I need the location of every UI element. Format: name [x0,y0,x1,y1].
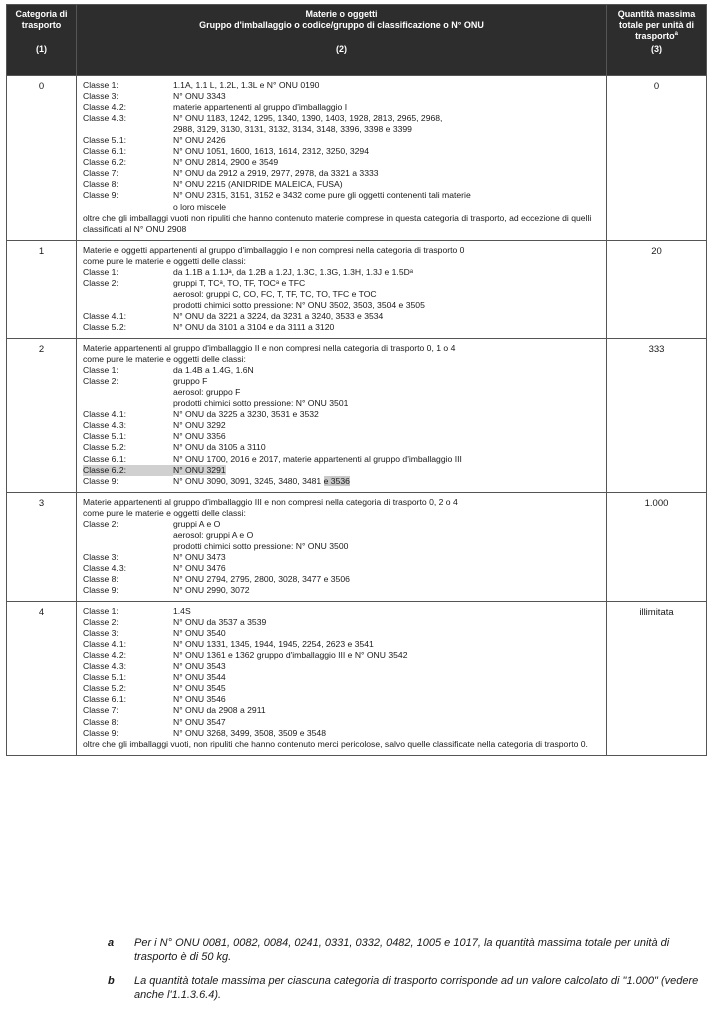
class-value-text: aerosol: gruppo F [173,387,241,398]
class-value-text: N° ONU 3544 [173,672,226,683]
class-label [83,289,173,300]
class-label: Classe 5.2: [83,683,126,694]
class-value-text: N° ONU 3268, 3499, 3508, 3509 e 3548 [173,727,326,738]
class-label [83,202,173,213]
class-value-text: da 1.4B a 1.4G, 1.6N [173,365,254,376]
class-value-text: N° ONU da 3221 a 3224, da 3231 a 3240, 3533 e 3534 [173,310,384,321]
class-label: Classe 7: [83,168,119,179]
class-label: Classe 4.3: [83,113,126,124]
class-value [173,409,602,420]
class-value [173,541,602,552]
class-value [173,91,602,102]
tail-note: oltre che gli imballaggi vuoti non ripuliti che hanno contenuto materie comprese in questa categoria di trasporto, ad eccezione di quelli classificati al N° ONU 2908 [83,212,592,234]
header-quantity-title: Quantità massima totale per unità di trasporto [617,9,696,41]
class-label: Classe 6.2: [83,465,173,476]
class-value [173,420,602,431]
class-label: Classe 3: [83,628,119,639]
class-value [173,563,602,574]
class-line [83,146,602,157]
table-row [7,602,707,756]
class-line [83,289,602,300]
class-label: Classe 7: [83,705,119,716]
header-category [7,5,77,76]
class-value [173,102,602,113]
footnote-b [108,974,704,1002]
class-label [83,398,173,409]
class-line [83,530,602,541]
class-value-text: N° ONU 1051, 1600, 1613, 1614, 2312, 3250, 3294 [173,146,369,157]
class-line [83,672,602,683]
class-line [83,113,602,124]
table-body [7,76,707,756]
header-quantity-num: (3) [651,44,662,54]
class-value [173,157,602,168]
class-label: Classe 8: [83,179,119,190]
class-line [83,628,602,639]
class-label: Classe 9: [83,585,119,596]
class-value-text: aerosol: gruppi A e O [173,529,254,540]
class-label: Classe 4.1: [83,409,126,420]
footnote-key: b [108,975,115,987]
class-value-text: N° ONU da 3105 a 3110 [173,442,266,453]
class-value [173,365,602,376]
header-materials-num: (2) [336,44,347,54]
class-value-text: N° ONU 2315, 3151, 3152 e 3432 come pure gli oggetti contenenti tali materie [173,190,471,201]
class-value-text: N° ONU 3292 [173,420,226,431]
class-line [83,202,602,213]
class-label: Classe 2: [83,277,119,288]
class-value [173,300,602,311]
class-value-text: prodotti chimici sotto pressione: N° ONU 3502, 3503, 3504 e 3505 [173,299,425,310]
class-value-text: N° ONU da 3101 a 3104 e da 3111 a 3120 [173,321,335,332]
class-label: Classe 6.1: [83,453,126,464]
class-label: Classe 6.1: [83,146,126,157]
class-value [173,311,602,322]
class-value [173,179,602,190]
materials-cell [77,492,607,601]
class-value-text: N° ONU 3343 [173,91,226,102]
class-line [83,683,602,694]
class-value [173,672,602,683]
class-value [173,135,602,146]
class-value-text: da 1.1B a 1.1Jᵃ, da 1.2B a 1.2J, 1.3C, 1.3G, 1.3H, 1.3J e 1.5Dᵃ [173,266,414,277]
class-value-text: N° ONU 3547 [173,716,226,727]
class-line [83,585,602,596]
class-line [83,409,602,420]
header-category-title: Categoria di trasporto [15,9,68,30]
quantity-cell: illimitata [607,602,707,756]
class-value [173,289,602,300]
class-line [83,728,602,739]
class-value [173,465,602,476]
table-row [7,240,707,338]
highlighted-text: e 3536 [323,475,350,486]
header-quantity-sup: a [674,31,678,37]
class-label: Classe 1: [83,266,119,277]
class-value [173,431,602,442]
class-label: Classe 6.2: [83,157,126,168]
class-value [173,661,602,672]
class-value-text: N° ONU 2215 (ANIDRIDE MALEICA, FUSA) [173,179,343,190]
class-value-text: 1.4S [173,606,191,617]
class-label: Classe 5.1: [83,672,126,683]
class-label: Classe 4.3: [83,420,126,431]
class-line [83,574,602,585]
class-line [83,168,602,179]
class-value-text: N° ONU 3540 [173,628,226,639]
class-line [83,91,602,102]
header-materials-title: Materie o oggetti [305,9,378,19]
class-value [173,694,602,705]
class-label: Classe 1: [83,80,119,90]
class-label: Classe 2: [83,376,119,387]
class-label: Classe 4.1: [83,639,126,650]
class-line [83,376,602,387]
class-value [173,628,602,639]
footnotes [108,936,704,1012]
class-value-text: materie appartenenti al gruppo d'imballaggio I [173,102,348,113]
class-value [173,617,602,628]
class-value-text: N° ONU 1361 e 1362 gruppo d'imballaggio III e N° ONU 3542 [173,650,408,661]
category-cell: 4 [7,602,77,756]
class-label [83,387,173,398]
class-line [83,322,602,333]
class-value [173,530,602,541]
class-line [83,705,602,716]
intro-line: Materie appartenenti al gruppo d'imballaggio III e non compresi nella categoria di trasporto 0, 2 o 4 [83,496,458,507]
class-value-text: N° ONU 3473 [173,551,226,562]
footnote-a [108,936,704,964]
footnote-text: Per i N° ONU 0081, 0082, 0084, 0241, 0331, 0332, 0482, 1005 e 1017, la quantità massima totale per unità di trasporto è di 50 kg. [134,937,670,963]
class-value [173,639,602,650]
header-quantity [607,5,707,76]
class-value-text: N° ONU 2814, 2900 e 3549 [173,157,279,168]
class-line [83,541,602,552]
class-label: Classe 4.3: [83,562,126,573]
class-value [173,454,602,465]
class-line [83,179,602,190]
class-label [83,124,173,135]
class-value [173,398,602,409]
class-value-text: N° ONU 2426 [173,135,226,146]
class-label: Classe 2: [83,518,119,529]
header-materials [77,5,607,76]
intro-line: Materie e oggetti appartenenti al gruppo d'imballaggio I e non compresi nella categoria di trasporto 0 [83,244,465,255]
footnote-key: a [108,937,115,949]
class-line [83,465,602,476]
class-label: Classe 5.1: [83,135,126,146]
class-line [83,639,602,650]
class-value-text: N° ONU 1331, 1345, 1944, 1945, 2254, 2623 e 3541 [173,639,374,650]
class-value [173,387,602,398]
materials-cell [77,339,607,493]
materials-cell [77,602,607,756]
class-line [83,431,602,442]
class-value [173,728,602,739]
transport-category-table [6,4,707,756]
class-value-text: N° ONU 2990, 3072 [173,585,250,596]
class-line [83,135,602,146]
header-materials-subtitle: Gruppo d'imballaggio o codice/gruppo di classificazione o N° ONU [199,20,484,30]
class-label: Classe 2: [83,617,119,628]
table-row [7,76,707,241]
class-line [83,442,602,453]
footnote-text: La quantità totale massima per ciascuna categoria di trasporto corrisponde ad un valore calcolato di "1.000" (vedere anche l'1.1.3.6.4). [134,975,699,1001]
class-label: Classe 6.1: [83,694,126,705]
class-value-text: gruppi T, TCᵃ, TO, TF, TOCᵃ e TFC [173,277,306,288]
class-value [173,552,602,563]
category-cell: 2 [7,339,77,493]
intro-line: come pure le materie e oggetti delle classi: [83,255,246,266]
category-cell: 0 [7,76,77,241]
class-value [173,202,602,213]
class-value [173,168,602,179]
class-line [83,267,602,278]
class-value-text: prodotti chimici sotto pressione: N° ONU 3500 [173,540,349,551]
class-value [173,442,602,453]
class-value-text: N° ONU 1183, 1242, 1295, 1340, 1390, 1403, 1928, 2813, 2965, 2968, [173,113,443,124]
table-row [7,492,707,601]
class-value-text: N° ONU 2794, 2795, 2800, 3028, 3477 e 3506 [173,573,350,584]
class-line [83,694,602,705]
class-value [173,717,602,728]
class-value-text: N° ONU 3545 [173,683,226,694]
table-header-row [7,5,707,76]
class-value [173,606,602,617]
class-value [173,267,602,278]
class-line [83,365,602,376]
materials-cell [77,76,607,241]
class-value-text: N° ONU 3476 [173,562,226,573]
class-label: Classe 3: [83,551,119,562]
class-value-text: N° ONU da 2912 a 2919, 2977, 2978, da 3321 a 3333 [173,168,379,179]
class-label: Classe 9: [83,190,119,201]
class-value-text: prodotti chimici sotto pressione: N° ONU 3501 [173,398,349,409]
class-line [83,454,602,465]
class-value [173,80,602,91]
class-line [83,300,602,311]
class-line [83,606,602,617]
class-label: Classe 4.1: [83,310,126,321]
class-line [83,387,602,398]
class-line [83,661,602,672]
intro-line: come pure le materie e oggetti delle classi: [83,354,246,365]
class-label [83,530,173,541]
class-value-text: N° ONU 3090, 3091, 3245, 3480, 3481 [173,475,322,486]
class-value-text: N° ONU da 2908 a 2911 [173,705,266,716]
class-line [83,278,602,289]
class-label: Classe 4.2: [83,102,126,113]
quantity-cell: 0 [607,76,707,241]
class-line [83,124,602,135]
class-label: Classe 4.3: [83,661,126,672]
class-label: Classe 3: [83,91,119,102]
class-line [83,650,602,661]
class-label: Classe 9: [83,727,119,738]
class-label: Classe 1: [83,365,119,376]
quantity-cell: 1.000 [607,492,707,601]
class-label: Classe 5.2: [83,442,126,453]
class-value-text: gruppi A e O [173,518,221,529]
intro-line: come pure le materie e oggetti delle classi: [83,507,246,518]
class-value-text: N° ONU 3356 [173,431,226,442]
table-row [7,339,707,493]
class-line [83,563,602,574]
class-value [173,585,602,596]
class-value-text: N° ONU da 3225 a 3230, 3531 e 3532 [173,409,319,420]
class-label: Classe 1: [83,606,119,617]
header-category-num: (1) [36,44,47,54]
class-value [173,519,602,530]
class-line [83,80,602,91]
class-value-text: N° ONU 3546 [173,694,226,705]
class-value [173,146,602,157]
class-label: Classe 5.1: [83,431,126,442]
class-label [83,300,173,311]
class-line [83,476,602,487]
class-value-text: o loro miscele [173,201,227,212]
class-line [83,157,602,168]
category-cell: 1 [7,240,77,338]
tail-note: oltre che gli imballaggi vuoti, non ripuliti che hanno contenuto merci pericolose, salvo quelle classificate nella categoria di trasporto 0. [83,738,588,749]
class-value [173,650,602,661]
materials-cell [77,240,607,338]
intro-line: Materie appartenenti al gruppo d'imballaggio II e non compresi nella categoria di trasporto 0, 1 o 4 [83,343,456,354]
class-value-text: N° ONU 3291 [173,464,226,475]
class-value [173,190,602,201]
class-label [83,541,173,552]
class-line [83,617,602,628]
class-value [173,376,602,387]
class-line [83,102,602,113]
class-value-text: 2988, 3129, 3130, 3131, 3132, 3134, 3148, 3396, 3398 e 3399 [173,124,412,135]
class-line [83,420,602,431]
class-value [173,278,602,289]
class-label: Classe 8: [83,573,119,584]
quantity-cell: 20 [607,240,707,338]
class-value-text: N° ONU da 3537 a 3539 [173,617,267,628]
class-line [83,717,602,728]
class-value-text: aerosol: gruppi C, CO, FC, T, TF, TC, TO, TFC e TOC [173,288,377,299]
class-value [173,124,602,135]
class-value [173,322,602,333]
class-line [83,190,602,201]
class-value-text: gruppo F [173,376,208,387]
class-line [83,552,602,563]
class-label: Classe 9: [83,475,119,486]
class-value [173,476,602,487]
class-line [83,311,602,322]
class-value [173,705,602,716]
class-line [83,398,602,409]
class-label: Classe 8: [83,716,119,727]
category-cell: 3 [7,492,77,601]
class-label: Classe 5.2: [83,321,126,332]
class-value-text: N° ONU 3543 [173,661,226,672]
class-value [173,683,602,694]
class-value-text: N° ONU 1700, 2016 e 2017, materie appartenenti al gruppo d'imballaggio III [173,453,462,464]
class-value [173,574,602,585]
class-value [173,113,602,124]
class-line [83,519,602,530]
class-label: Classe 4.2: [83,650,126,661]
class-value-text: 1.1A, 1.1 L, 1.2L, 1.3L e N° ONU 0190 [173,80,320,90]
quantity-cell: 333 [607,339,707,493]
